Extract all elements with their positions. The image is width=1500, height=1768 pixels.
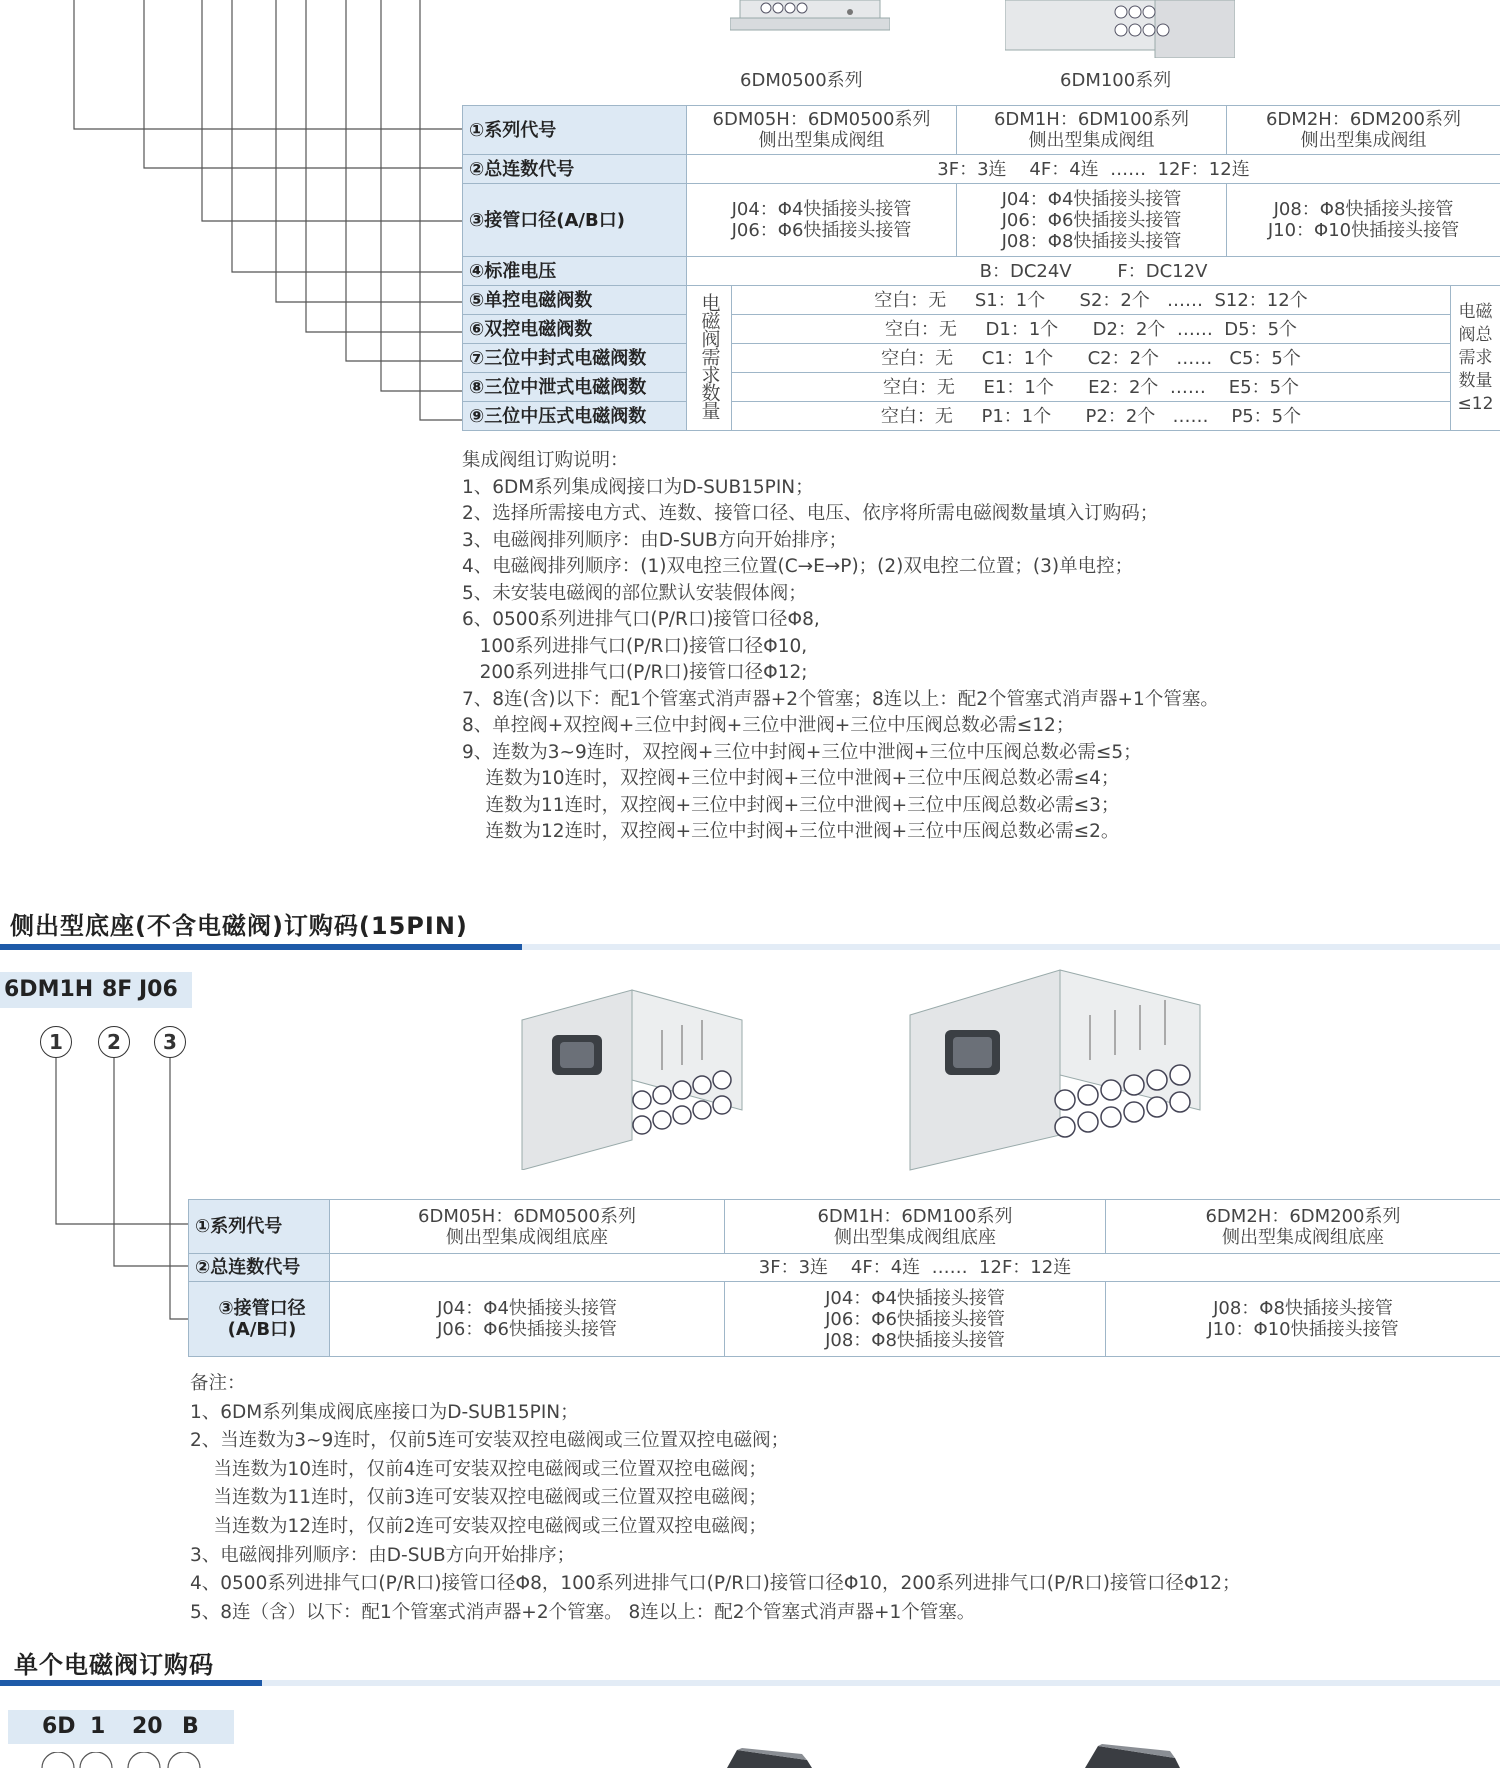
note-line: 连数为11连时，双控阀+三位中封阀+三位中泄阀+三位中压阀总数必需≤3；	[462, 794, 1120, 816]
note-line: 2、当连数为3~9连时，仅前5连可安装双控电磁阀或三位置双控电磁阀；	[190, 1430, 790, 1452]
note-line: 1、6DM系列集成阀接口为D-SUB15PIN；	[462, 476, 814, 498]
base-units-label: ②总连数代号	[189, 1254, 330, 1282]
closed-center-label: ⑦三位中封式电磁阀数	[463, 344, 687, 373]
base-bracket-lines	[0, 1058, 200, 1328]
valve-image-partial-1	[722, 1748, 822, 1768]
exhaust-center-value: 空白：无 E1：1个 E2：2个 …… E5：5个	[732, 373, 1451, 402]
valve-total-limit: 电磁阀总需求数量≤12	[1451, 286, 1500, 431]
valve-image-partial-2	[1080, 1744, 1190, 1768]
units-code-label: ②总连数代号	[463, 155, 687, 184]
base-series-label: ①系列代号	[189, 1200, 330, 1254]
note-line: 100系列进排气口(P/R口)接管口径Φ10,	[462, 635, 808, 657]
section-title-base-order: 侧出型底座(不含电磁阀)订购码(15PIN)	[10, 912, 468, 940]
code-marker-2: 2	[98, 1026, 130, 1058]
section-title-single-valve: 单个电磁阀订购码	[14, 1651, 214, 1679]
note-line: 5、8连（含）以下：配1个管塞式消声器+2个管塞。 8连以上：配2个管塞式消声器+1个管塞。	[190, 1601, 976, 1623]
double-solenoid-label: ⑥双控电磁阀数	[463, 315, 687, 344]
note-line: 2、选择所需接电方式、连数、接管口径、电压、依序将所需电磁阀数量填入订购码；	[462, 503, 1159, 524]
port-size-100: J04：Φ4快插接头接管 J06：Φ6快插接头接管 J08：Φ8快插接头接管	[957, 184, 1227, 257]
section-divider	[0, 1680, 1500, 1686]
manifold-spec-table	[462, 105, 1500, 431]
single-solenoid-label: ⑤单控电磁阀数	[463, 286, 687, 315]
caption-6dm0500: 6DM0500系列	[740, 70, 863, 91]
note-line: 当连数为10连时，仅前4连可安装双控电磁阀或三位置双控电磁阀；	[190, 1458, 767, 1480]
pressure-center-label: ⑨三位中压式电磁阀数	[463, 402, 687, 431]
note-line: 集成阀组订购说明：	[462, 450, 629, 471]
caption-6dm100: 6DM100系列	[1060, 70, 1172, 91]
note-line: 4、0500系列进排气口(P/R口)接管口径Φ8，100系列进排气口(P/R口)接管口径Φ10，200系列进排气口(P/R口)接管口径Φ12；	[190, 1573, 1241, 1595]
code-marker-1: 1	[40, 1026, 72, 1058]
note-line: 7、8连(含)以下：配1个管塞式消声器+2个管塞；8连以上：配2个管塞式消声器+1个管塞。	[462, 688, 1219, 710]
base-port-0500: J04：Φ4快插接头接管 J06：Φ6快插接头接管	[330, 1282, 725, 1357]
note-line: 连数为12连时，双控阀+三位中封阀+三位中泄阀+三位中压阀总数必需≤2。	[462, 821, 1120, 842]
port-size-200: J08：Φ8快插接头接管 J10：Φ10快插接头接管	[1227, 184, 1500, 257]
base-image-large	[900, 965, 1230, 1175]
voltage-label: ④标准电压	[463, 257, 687, 286]
single-valve-markers-partial	[40, 1752, 220, 1768]
note-line: 4、电磁阀排列顺序：(1)双电控三位置(C→E→P)；(2)双电控二位置；(3)单电控；	[462, 556, 1134, 577]
note-line: 当连数为11连时，仅前3连可安装双控电磁阀或三位置双控电磁阀；	[190, 1487, 767, 1509]
base-series-6dm2h: 6DM2H：6DM200系列 侧出型集成阀组底座	[1106, 1200, 1500, 1254]
note-line: 1、6DM系列集成阀底座接口为D-SUB15PIN；	[190, 1401, 579, 1423]
note-line: 当连数为12连时，仅前2连可安装双控电磁阀或三位置双控电磁阀；	[190, 1515, 767, 1537]
code-bracket-lines	[0, 0, 470, 430]
base-series-6dm05h: 6DM05H：6DM0500系列 侧出型集成阀组底座	[330, 1200, 725, 1254]
series-6dm2h: 6DM2H：6DM200系列 侧出型集成阀组	[1227, 106, 1500, 155]
base-image-small	[512, 980, 782, 1170]
code-marker-3: 3	[154, 1026, 186, 1058]
base-port-100: J04：Φ4快插接头接管 J06：Φ6快插接头接管 J08：Φ8快插接头接管	[725, 1282, 1106, 1357]
series-6dm1h: 6DM1H：6DM100系列 侧出型集成阀组	[957, 106, 1227, 155]
closed-center-value: 空白：无 C1：1个 C2：2个 …… C5：5个	[732, 344, 1451, 373]
note-line: 3、电磁阀排列顺序：由D-SUB方向开始排序；	[462, 529, 848, 551]
single-solenoid-value: 空白：无 S1：1个 S2：2个 …… S12：12个	[732, 286, 1451, 315]
base-port-label: ③接管口径 (A/B口)	[189, 1282, 330, 1357]
product-image-6dm100	[1005, 0, 1235, 58]
base-order-notes	[190, 1370, 1241, 1627]
base-port-200: J08：Φ8快插接头接管 J10：Φ10快插接头接管	[1106, 1282, 1500, 1357]
voltage-value: B：DC24V F：DC12V	[687, 257, 1500, 286]
note-line: 连数为10连时，双控阀+三位中封阀+三位中泄阀+三位中压阀总数必需≤4；	[462, 768, 1120, 789]
units-code-value: 3F：3连 4F：4连 …… 12F：12连	[687, 155, 1500, 184]
port-size-0500: J04：Φ4快插接头接管 J06：Φ6快插接头接管	[687, 184, 957, 257]
manifold-order-notes	[462, 448, 1219, 846]
note-line: 3、电磁阀排列顺序：由D-SUB方向开始排序；	[190, 1544, 576, 1566]
base-units-value: 3F：3连 4F：4连 …… 12F：12连	[330, 1254, 1500, 1282]
note-line: 5、未安装电磁阀的部位默认安装假体阀；	[462, 582, 807, 604]
series-code-label: ①系列代号	[463, 106, 687, 155]
exhaust-center-label: ⑧三位中泄式电磁阀数	[463, 373, 687, 402]
double-solenoid-value: 空白：无 D1：1个 D2：2个 …… D5：5个	[732, 315, 1451, 344]
single-valve-code: 6D 1 20 B	[8, 1710, 234, 1744]
port-size-label: ③接管口径(A/B口)	[463, 184, 687, 257]
note-line: 8、单控阀+双控阀+三位中封阀+三位中泄阀+三位中压阀总数必需≤12；	[462, 715, 1075, 736]
pressure-center-value: 空白：无 P1：1个 P2：2个 …… P5：5个	[732, 402, 1451, 431]
product-image-6dm0500	[730, 0, 890, 55]
section-divider	[0, 944, 1500, 950]
note-line: 6、0500系列进排气口(P/R口)接管口径Φ8,	[462, 609, 820, 630]
note-line: 200系列进排气口(P/R口)接管口径Φ12;	[462, 662, 808, 683]
series-6dm05h: 6DM05H：6DM0500系列 侧出型集成阀组	[687, 106, 957, 155]
valve-demand-vertical-label: 电磁阀需求数量	[687, 286, 732, 431]
base-series-6dm1h: 6DM1H：6DM100系列 侧出型集成阀组底座	[725, 1200, 1106, 1254]
base-order-code: 6DM1H 8F J06	[0, 972, 192, 1008]
base-spec-table	[188, 1199, 1500, 1357]
note-line: 9、连数为3~9连时，双控阀+三位中封阀+三位中泄阀+三位中压阀总数必需≤5；	[462, 741, 1142, 763]
note-line: 备注：	[190, 1373, 246, 1394]
